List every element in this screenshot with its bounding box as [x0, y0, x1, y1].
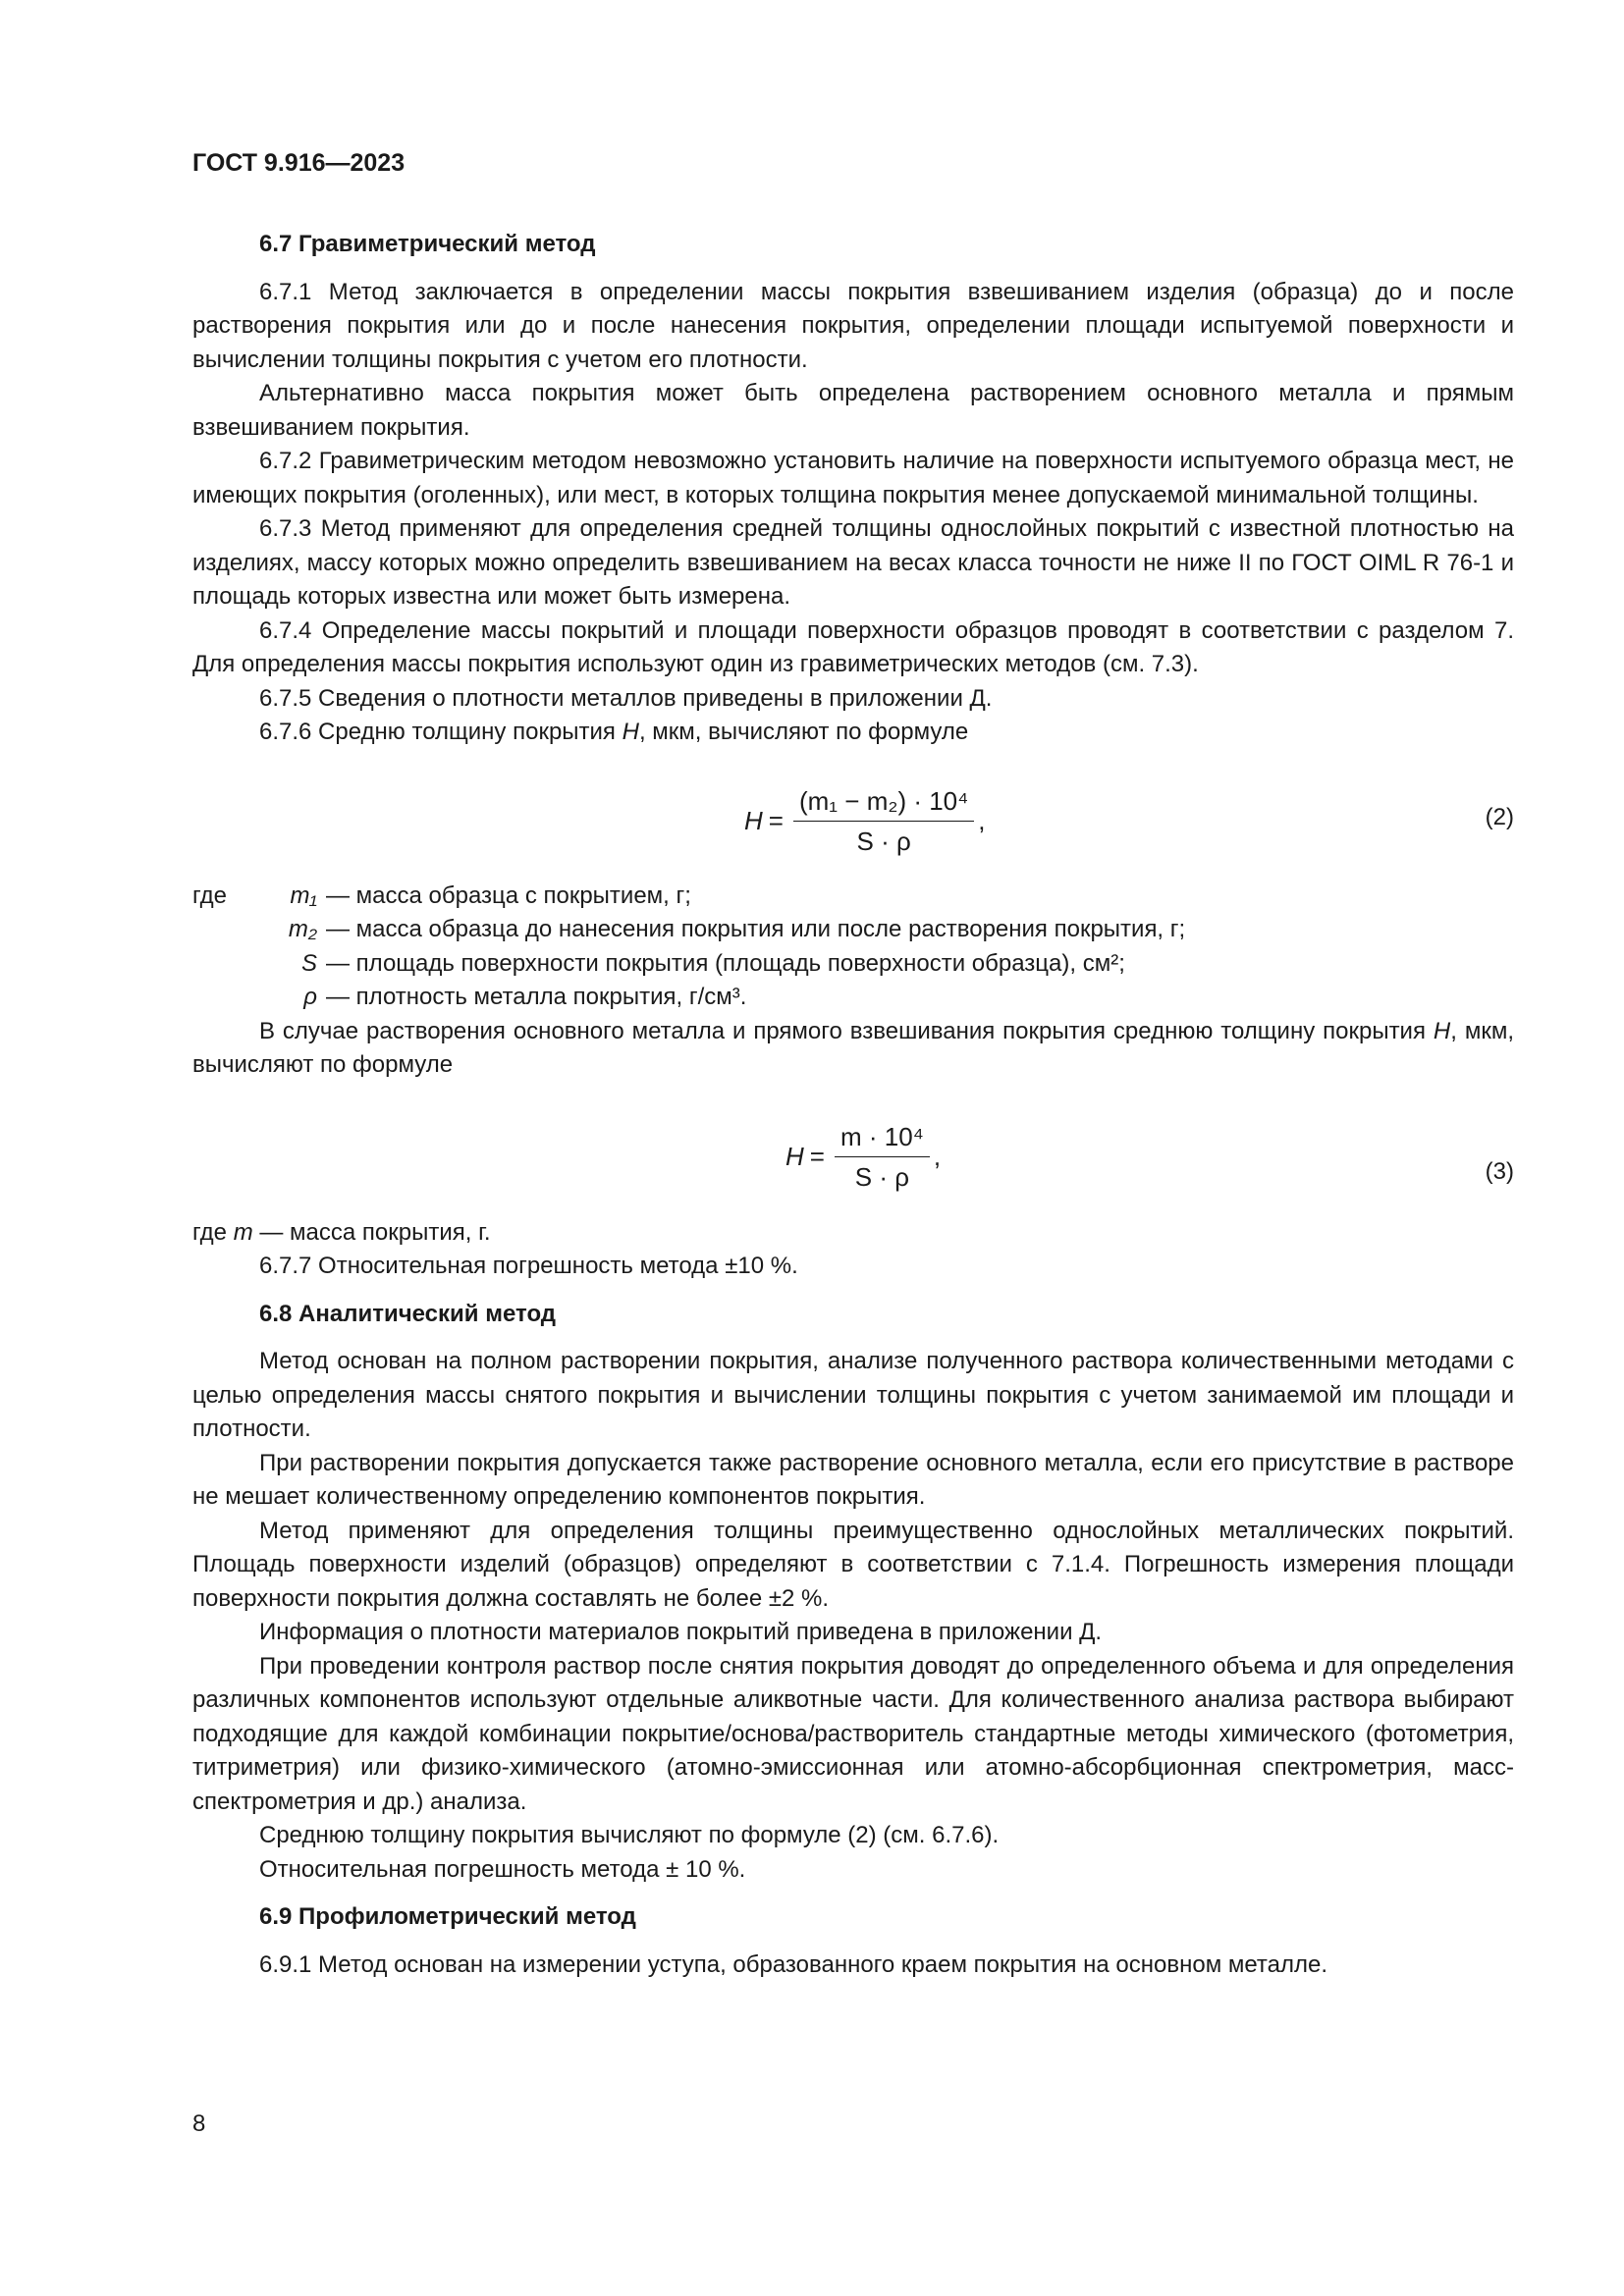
paragraph: Метод применяют для определения толщины преимущественно однослойных металлических покрытий. Площадь поверхности изделий (образцов) определяют в соответствии с 7.1.4. Погрешность измерения площади поверхности покрытия должна составлять не более ±2 %. [192, 1517, 1514, 1612]
paragraph [192, 1216, 1514, 1251]
fraction [793, 784, 974, 859]
definition-text: — масса образца до нанесения покрытия или после растворения покрытия, г; [326, 916, 1186, 942]
paragraph: 6.7.4 Определение массы покрытий и площади поверхности образцов проводят в соответствии с разделом 7. Для определения массы покрытия используют один из гравиметрических методов (см. 7.3). [192, 616, 1514, 677]
text-run: В случае растворения основного металла и прямого взвешивания покрытия среднюю толщину покрытия [259, 1017, 1434, 1044]
definition-row [192, 880, 1514, 914]
definition-symbol: S [300, 949, 317, 977]
formula-body [744, 768, 986, 876]
paragraph: Альтернативно масса покрытия может быть определена растворением основного металла и прямым взвешиванием покрытия. [192, 380, 1514, 441]
text-run: — масса покрытия, г. [252, 1218, 491, 1246]
formula-2 [192, 768, 1514, 876]
fraction-denominator: S · ρ [854, 1162, 910, 1192]
section-heading-6-9: 6.9 Профилометрический метод [259, 1903, 636, 1930]
paragraph: Среднюю толщину покрытия вычисляют по формуле (2) (см. 6.7.6). [259, 1822, 1000, 1848]
text-run: , мкм, вычисляют по формуле [192, 1017, 1514, 1078]
definition-symbol: ρ [303, 984, 317, 1010]
section-heading-6-8: 6.8 Аналитический метод [259, 1300, 557, 1327]
section-6-8-text [192, 1345, 1514, 1887]
definition-symbol: m₁ [290, 881, 317, 909]
formula-lhs: H [744, 806, 763, 836]
definition-symbol: m₂ [288, 916, 317, 942]
text-run: где [192, 1218, 234, 1246]
paragraph: 6.7.3 Метод применяют для определения средней толщины однослойных покрытий с известной плотностью на изделиях, массу которых можно определить взвешиванием на весах класса точности не ниже II по ГОСТ OIML R 76-1 и площадь которых известна или может быть измерена. [192, 515, 1514, 610]
formula-tail: , [933, 1142, 942, 1172]
paragraph: 6.7.7 Относительная погрешность метода ±10 %. [259, 1253, 798, 1279]
section-6-7-text [192, 276, 1514, 750]
paragraph: 6.7.1 Метод заключается в определении массы покрытия взвешиванием изделия (образца) до и после растворения покрытия или до и после нанесения покрытия, определении площади испытуемой поверхности и вычислении толщины покрытия с учетом его плотности. [192, 278, 1514, 373]
formula-2-definitions [192, 880, 1514, 1015]
paragraph: Относительная погрешность метода ± 10 %. [259, 1855, 746, 1883]
definition-row [192, 981, 1514, 1015]
document-body [192, 228, 1514, 1982]
fraction-numerator: m · 10⁴ [835, 1120, 930, 1158]
variable: H [622, 719, 639, 745]
paragraph: Информация о плотности материалов покрытий приведена в приложении Д. [259, 1619, 1103, 1645]
formula-3 [192, 1098, 1514, 1216]
fraction-denominator: S · ρ [856, 827, 911, 856]
paragraph: При растворении покрытия допускается также растворение основного металла, если его присутствие в растворе не мешает количественному определению компонентов покрытия. [192, 1449, 1514, 1510]
equals-sign: = [809, 1142, 825, 1172]
definition-text: — площадь поверхности покрытия (площадь поверхности образца), см²; [326, 949, 1125, 977]
definition-text: — масса образца с покрытием, г; [326, 881, 691, 909]
section-heading-6-7: 6.7 Гравиметрический метод [259, 231, 596, 257]
definition-prefix: где [192, 881, 228, 909]
variable: m [233, 1218, 253, 1246]
definition-text: — плотность металла покрытия, г/см³. [326, 984, 747, 1010]
paragraph: Метод основан на полном растворении покрытия, анализе полученного раствора количественными методами с целью определения массы снятого покрытия и вычислении толщины покрытия с учетом занимаемой им площади и плотности. [192, 1348, 1514, 1442]
equation-number: (3) [1485, 1157, 1514, 1185]
paragraph: 6.7.2 Гравиметрическим методом невозможно установить наличие на поверхности испытуемого образца мест, не имеющих покрытия (оголенных), или мест, в которых толщина покрытия менее допускаемой минимальной толщины. [192, 448, 1514, 508]
formula-body [785, 1098, 941, 1216]
document-header: ГОСТ 9.916—2023 [192, 149, 406, 177]
variable: H [1433, 1017, 1451, 1044]
fraction [835, 1120, 930, 1195]
text-run: , мкм, вычисляют по формуле [638, 719, 969, 745]
formula-tail: , [978, 806, 986, 836]
text-run: 6.7.6 Средню толщину покрытия [259, 719, 623, 745]
paragraph [192, 716, 1514, 750]
page-number: 8 [192, 2110, 206, 2137]
section-6-9-text [192, 1949, 1514, 1983]
equation-number: (2) [1485, 803, 1514, 830]
definition-row [192, 947, 1514, 982]
paragraph: 6.9.1 Метод основан на измерении уступа, образованного краем покрытия на основном металле. [259, 1950, 1328, 1978]
formula-lhs: H [785, 1142, 804, 1172]
paragraph: 6.7.5 Сведения о плотности металлов приведены в приложении Д. [259, 684, 993, 712]
fraction-numerator: (m₁ − m₂) · 10⁴ [793, 784, 974, 823]
paragraph [192, 1015, 1514, 1083]
equals-sign: = [768, 806, 784, 836]
definition-row [192, 913, 1514, 947]
paragraph: При проведении контроля раствор после снятия покрытия доводят до определенного объема и для определения различных компонентов используют отдельные аликвотные части. Для количественного анализа раствора выбирают подходящие для каждой комбинации покрытие/основа/растворитель стандартные методы химического (фотометрия, титриметрия) или физико-химического (атомно-эмиссионная или атомно-абсорбционная спектрометрия, масс-спектрометрия и др.) анализа. [192, 1652, 1514, 1815]
